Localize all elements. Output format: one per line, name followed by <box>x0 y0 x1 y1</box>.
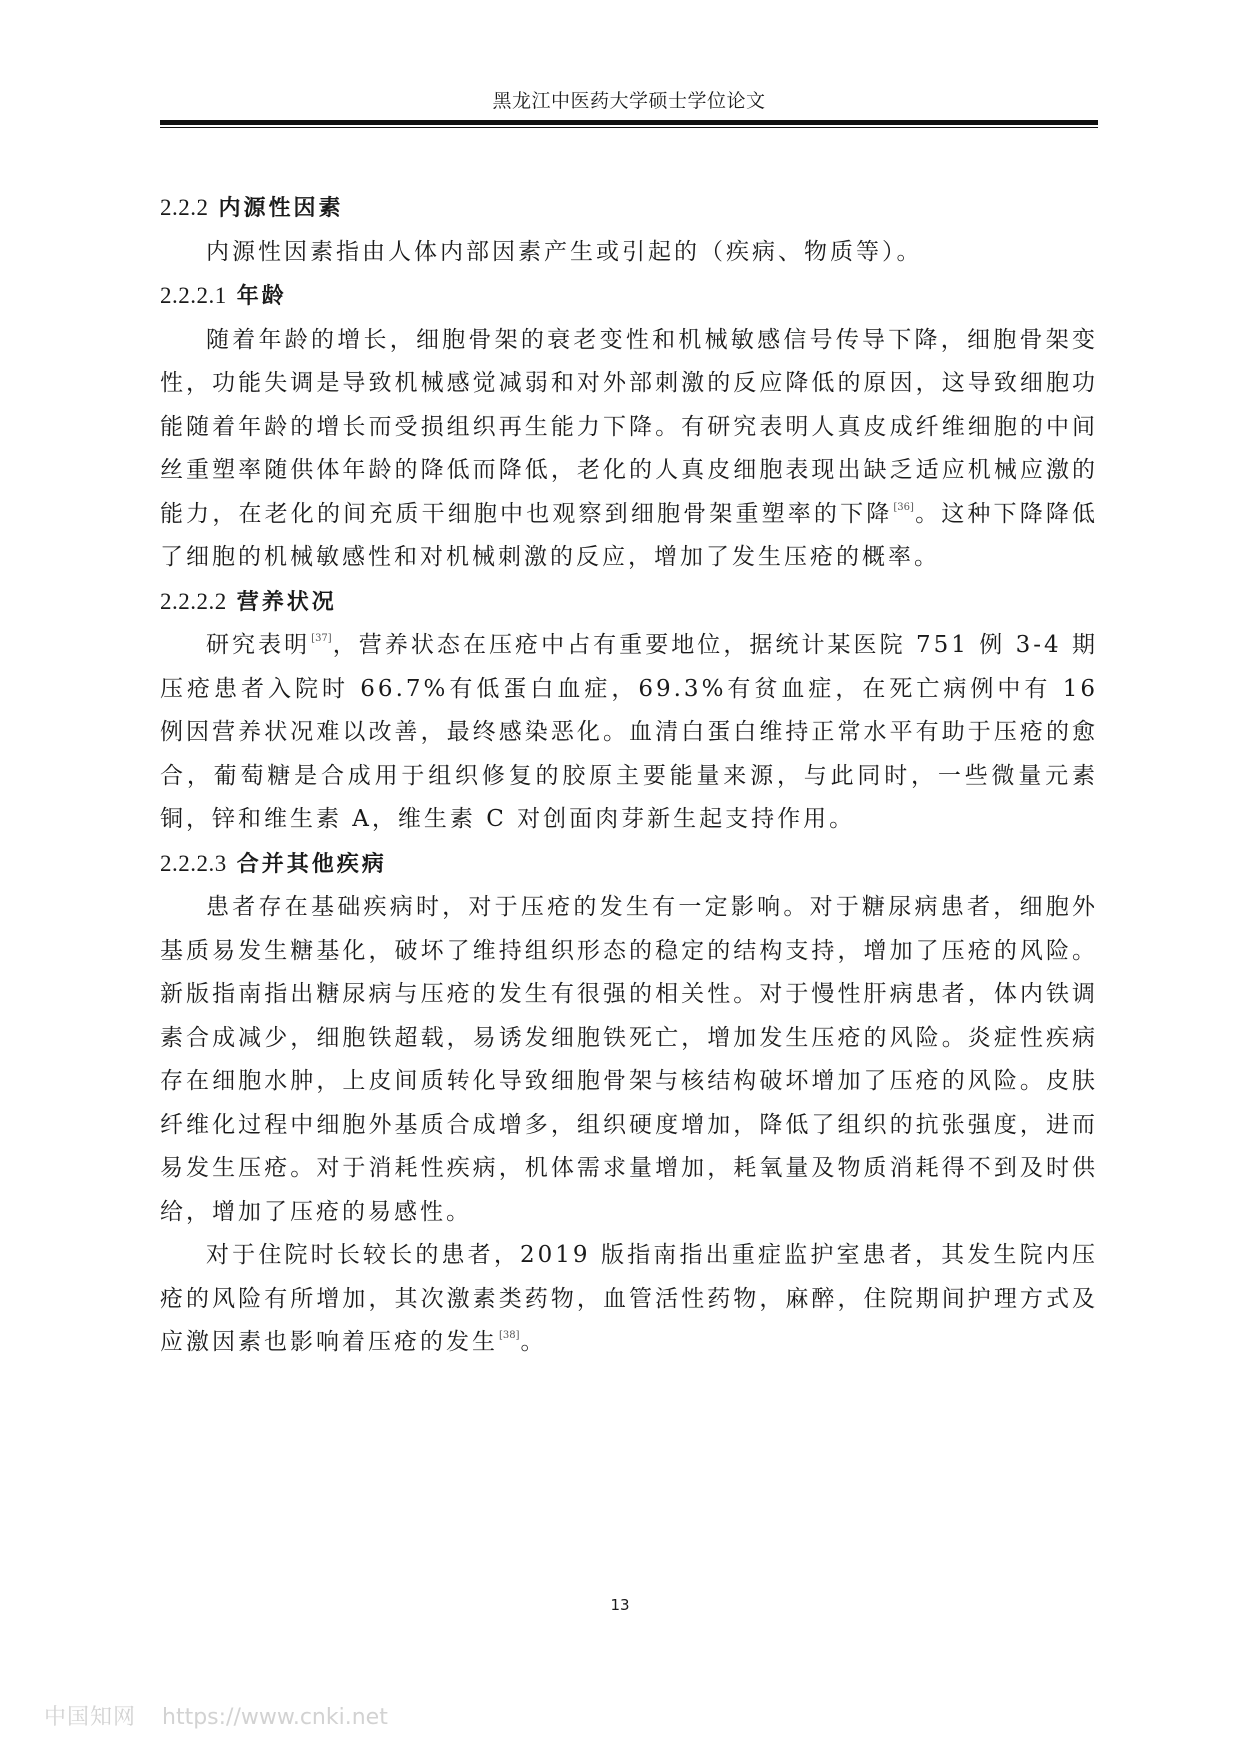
section-title: 内源性因素 <box>218 196 344 221</box>
cnki-watermark <box>44 1700 388 1731</box>
section-number: 2.2.2.1 <box>160 283 227 308</box>
paragraph-text: 研究表明 <box>206 632 311 658</box>
header-rule-thick <box>160 120 1098 125</box>
paragraph-text: 。这种下降降低了细胞的机械敏感性和对机械刺激的反应，增加了发生压疮的概率。 <box>160 500 1098 570</box>
body-paragraph <box>160 886 1098 1234</box>
section-title: 合并其他疾病 <box>236 851 387 877</box>
section-heading <box>160 842 1098 887</box>
paragraph-text: 随着年龄的增长，细胞骨架的衰老变性和机械敏感信号传导下降，细胞骨架变性，功能失调是导致机械感觉减弱和对外部刺激的反应降低的原因，这导致细胞功能随着年龄的增长而受损组织再生能力下降。有研究表明人真皮成纤维细胞的中间丝重塑率随供体年龄的降低而降低，老化的人真皮细胞表现出缺乏适应机械应激的能力，在老化的间充质干细胞中也观察到细胞骨架重塑率的下降 <box>160 326 1098 527</box>
body-paragraph <box>160 1234 1098 1365</box>
section-number: 2.2.2.2 <box>160 588 227 614</box>
citation-reference: [37] <box>311 633 332 644</box>
section-title: 年龄 <box>236 284 287 309</box>
section-heading <box>160 274 1098 319</box>
citation-reference: [36] <box>893 501 914 513</box>
citation-reference: [38] <box>499 1330 520 1341</box>
section-heading <box>160 580 1098 625</box>
section-number: 2.2.2 <box>160 195 209 220</box>
body-text <box>160 186 1098 1365</box>
body-paragraph <box>160 624 1098 842</box>
body-paragraph <box>160 319 1098 580</box>
section-heading <box>160 186 1098 231</box>
section-number: 2.2.2.3 <box>160 850 227 876</box>
section-title: 营养状况 <box>236 589 337 615</box>
watermark-url: https://www.cnki.net <box>162 1705 388 1730</box>
paragraph-text: 患者存在基础疾病时，对于压疮的发生有一定影响。对于糖尿病患者，细胞外基质易发生糖基化，破坏了维持组织形态的稳定的结构支持，增加了压疮的风险。新版指南指出糖尿病与压疮的发生有很强的相关性。对于慢性肝病患者，体内铁调素合成减少，细胞铁超载，易诱发细胞铁死亡，增加发生压疮的风险。炎症性疾病存在细胞水肿，上皮间质转化导致细胞骨架与核结构破坏增加了压疮的风险。皮肤纤维化过程中细胞外基质合成增多，组织硬度增加，降低了组织的抗张强度，进而易发生压疮。对于消耗性疾病，机体需求量增加，耗氧量及物质消耗得不到及时供给，增加了压疮的易感性。 <box>160 894 1098 1225</box>
header-rule-thin <box>160 127 1098 128</box>
watermark-site-name: 中国知网 <box>44 1705 137 1730</box>
paragraph-text: 对于住院时长较长的患者，2019 版指南指出重症监护室患者，其发生院内压疮的风险有所增加，其次激素类药物，血管活性药物，麻醉，住院期间护理方式及应激因素也影响着压疮的发生 <box>160 1242 1098 1355</box>
paragraph-text: 内源性因素指由人体内部因素产生或引起的（疾病、物质等）。 <box>206 238 923 265</box>
paragraph-text: 。 <box>520 1329 547 1355</box>
body-paragraph <box>160 231 1098 275</box>
page-number: 13 <box>610 1596 630 1614</box>
paragraph-text: ，营养状态在压疮中占有重要地位，据统计某医院 751 例 3-4 期压疮患者入院时 66.7%有低蛋白血症，69.3%有贫血症，在死亡病例中有 16 例因营养状况难以改善，最终感染恶化。血清白蛋白维持正常水平有助于压疮的愈合，葡萄糖是合成用于组织修复的胶原主要能量来源，与此同时，一些微量元素铜，锌和维生素 A，维生素 C 对创面肉芽新生起支持作用。 <box>160 632 1099 832</box>
running-header: 黑龙江中医药大学硕士学位论文 <box>492 90 766 112</box>
